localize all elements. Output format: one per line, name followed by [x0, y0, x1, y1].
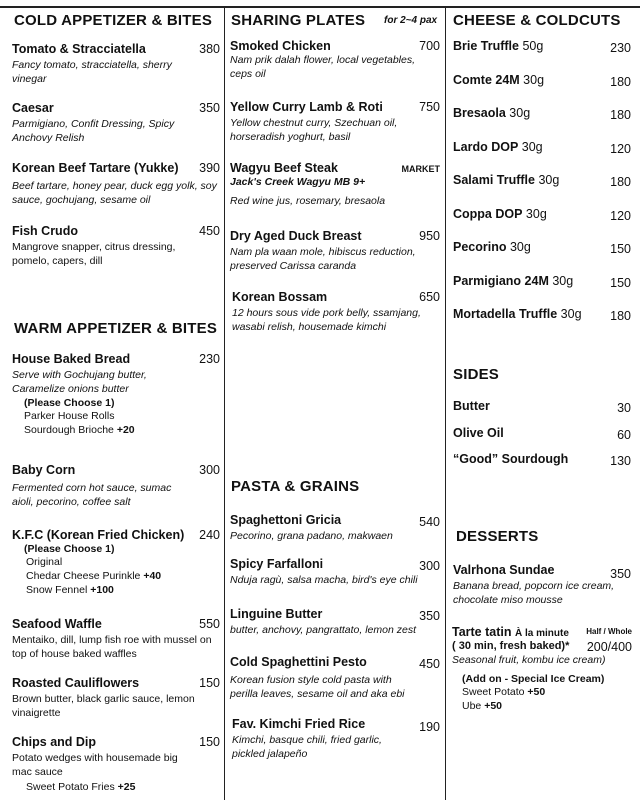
half-whole-label: Half / Whole [586, 627, 632, 636]
item-label: Bresaola [453, 106, 506, 120]
item-price: 540 [419, 515, 440, 529]
item-weight: 30g [548, 273, 574, 288]
item-desc: butter, anchovy, pangrattato, lemon zest [230, 624, 417, 636]
item-name [453, 274, 631, 288]
pasta-grains-title: PASTA & GRAINS [231, 478, 360, 495]
item-price: 180 [610, 74, 631, 89]
desserts-title: DESSERTS [456, 528, 539, 545]
side-row [453, 426, 631, 440]
menu-item-chips-dip [12, 735, 220, 794]
menu-item-seafood-waffle [12, 617, 220, 661]
menu-item-sundae [453, 563, 631, 607]
menu-item-duck-breast [230, 229, 440, 273]
option-label: Ube [462, 700, 482, 712]
item-desc: Mangrove snapper, citrus dressing, pomelo, capers, dill [12, 241, 176, 267]
item-price: 230 [610, 41, 631, 55]
item-name [453, 240, 631, 254]
item-desc: Fermented corn hot sauce, sumac aioli, pecorino, coffee salt [12, 482, 172, 508]
item-price: 390 [199, 161, 220, 175]
option-label: Sweet Potato [462, 686, 525, 698]
item-timing-note: ( 30 min, fresh baked)* [452, 640, 570, 652]
item-price: 700 [419, 39, 440, 53]
item-price: 240 [199, 528, 220, 542]
item-price: 350 [610, 567, 631, 581]
item-price: 350 [199, 101, 220, 115]
menu-item-fish-crudo [12, 224, 220, 268]
item-weight: 30g [522, 206, 547, 221]
menu-item-yukke [12, 161, 220, 207]
cheese-row [453, 73, 631, 87]
item-price: 300 [419, 559, 440, 573]
item-price: 60 [617, 427, 631, 442]
item-price: 950 [419, 229, 440, 243]
menu-item-bossam [232, 290, 440, 334]
item-desc: Nam prik dalah flower, local vegetables, ceps oil [230, 54, 416, 80]
cheese-row [453, 173, 631, 187]
option-item [26, 569, 220, 583]
option-price: +50 [527, 686, 546, 698]
item-label: Mortadella Truffle [453, 307, 558, 321]
item-name: Fav. Kimchi Fried Rice [232, 717, 366, 731]
menu-item-gricia [230, 513, 440, 543]
item-label: Coppa DOP [453, 206, 523, 221]
item-price: 150 [199, 735, 220, 749]
item-desc: Mentaiko, dill, lump fish roe with mussel on top of house baked waffles [12, 634, 212, 660]
item-desc: Kimchi, basque chili, fried garlic, pickled jalapeño [232, 734, 382, 760]
column-divider-1 [224, 8, 225, 800]
item-price: 650 [419, 290, 440, 304]
menu-item-linguine [230, 607, 440, 637]
item-price: 350 [419, 609, 440, 623]
item-weight: 30g [518, 139, 543, 154]
cheese-coldcuts-title: CHEESE & COLDCUTS [453, 12, 621, 29]
item-price: 230 [199, 352, 220, 366]
cheese-row [453, 307, 631, 321]
option-label: Parker House Rolls [24, 410, 115, 422]
item-price: 150 [610, 275, 631, 290]
item-price: 130 [610, 454, 631, 468]
cheese-row [453, 140, 631, 154]
menu-item-caesar [12, 101, 220, 145]
option-item [462, 699, 632, 713]
cheese-row [453, 39, 631, 53]
item-label: Parmigiano 24M [453, 273, 549, 288]
item-desc: Brown butter, black garlic sauce, lemon vinaigrette [12, 693, 195, 719]
option-price: +20 [116, 424, 135, 436]
item-price: 450 [419, 657, 440, 671]
option-price: +25 [117, 781, 136, 793]
item-price: 200/400 [586, 640, 632, 654]
sharing-note: for 2~4 pax [384, 15, 438, 26]
addon-title: (Add on - Special Ice Cream) [462, 673, 605, 685]
side-row [453, 452, 631, 466]
menu-item-tomato [12, 42, 220, 86]
item-name: Chips and Dip [12, 735, 97, 749]
item-name: K.F.C (Korean Fried Chicken) [12, 528, 185, 542]
menu-item-smoked-chicken [230, 39, 440, 81]
option-label: Snow Fennel [26, 584, 88, 596]
cheese-row [453, 207, 631, 221]
item-name: House Baked Bread [12, 352, 131, 366]
item-label: Salami Truffle [453, 173, 535, 187]
menu-item-wagyu [230, 161, 440, 208]
option-price: +100 [90, 584, 114, 596]
item-desc: Parmigiano, Confit Dressing, Spicy Anchovy Relish [12, 118, 175, 144]
item-name: Smoked Chicken [230, 39, 331, 53]
item-weight: 30g [506, 240, 531, 254]
item-name [453, 399, 631, 413]
option-item [24, 409, 220, 423]
cheese-row [453, 274, 631, 288]
item-desc: Yellow chestnut curry, Szechuan oil, horseradish yoghurt, basil [230, 117, 398, 143]
choose-note: (Please Choose 1) [24, 397, 115, 409]
item-desc: Korean fusion style cold pasta with perilla leaves, sesame oil and aka ebi [230, 674, 405, 700]
item-name [453, 452, 631, 466]
sharing-plates-title: SHARING PLATES [231, 12, 366, 29]
item-desc: Banana bread, popcorn ice cream, chocolate miso mousse [453, 580, 615, 606]
item-label: Butter [453, 399, 490, 413]
item-name: Baby Corn [12, 463, 76, 477]
menu-item-yellow-curry [230, 100, 440, 144]
item-name [453, 426, 631, 440]
item-label: Olive Oil [453, 425, 504, 440]
option-label: Sourdough Brioche [24, 424, 114, 436]
item-price: 180 [610, 309, 631, 323]
item-price: 120 [610, 141, 631, 156]
menu-item-house-bread [12, 352, 220, 437]
side-row [453, 399, 631, 413]
item-price: 150 [610, 242, 631, 256]
item-desc: Seasonal fruit, kombu ice cream) [452, 654, 606, 666]
item-subtitle: Jack's Creek Wagyu MB 9+ [230, 176, 366, 188]
menu-item-pesto [230, 655, 440, 701]
option-item [24, 423, 220, 437]
item-name: Seafood Waffle [12, 617, 102, 631]
item-weight: 30g [519, 72, 545, 87]
item-name [453, 307, 631, 321]
item-price: 150 [199, 676, 220, 690]
item-name [453, 140, 631, 154]
item-desc: 12 hours sous vide pork belly, ssamjang, wasabi relish, housemade kimchi [232, 307, 421, 333]
menu-item-baby-corn [12, 463, 220, 509]
item-weight: 50g [519, 39, 544, 53]
cheese-row [453, 240, 631, 254]
item-title: Tarte tatin [452, 625, 512, 639]
item-price: 300 [199, 463, 220, 477]
item-price: MARKET [401, 164, 440, 174]
item-label: Pecorino [453, 240, 507, 254]
item-label: Brie Truffle [453, 39, 519, 53]
column-divider-2 [445, 8, 446, 800]
item-desc: Beef tartare, honey pear, duck egg yolk, soy sauce, gochujang, sesame oil [12, 180, 217, 206]
item-label: “Good” Sourdough [453, 452, 569, 466]
item-name [453, 73, 631, 87]
item-name: Tomato & Stracciatella [12, 42, 146, 56]
option-item [26, 780, 220, 794]
item-desc: Potato wedges with housemade big mac sauce [12, 752, 178, 778]
item-desc: Pecorino, grana padano, makwaen [230, 530, 393, 542]
item-name: Spicy Farfalloni [230, 557, 324, 571]
warm-appetizer-title: WARM APPETIZER & BITES [14, 320, 218, 337]
item-desc: Serve with Gochujang butter, Caramelize onions butter [12, 369, 147, 395]
item-name [453, 106, 631, 120]
item-weight: 30g [534, 173, 560, 187]
item-name [453, 207, 631, 221]
menu-item-kfc [12, 528, 220, 597]
item-price: 380 [199, 42, 220, 56]
item-price: 30 [617, 401, 631, 415]
item-price: 190 [419, 720, 440, 734]
item-price: 550 [199, 617, 220, 631]
option-price: +50 [484, 700, 502, 712]
menu-item-farfalloni [230, 557, 440, 587]
choose-note: (Please Choose 1) [24, 543, 115, 555]
item-label: Comte 24M [453, 72, 520, 87]
item-name [453, 173, 631, 187]
item-desc: Nduja ragù, salsa macha, bird's eye chili [230, 574, 418, 586]
item-name: Yellow Curry Lamb & Roti [230, 100, 383, 114]
item-price: 180 [610, 108, 631, 122]
item-price: 120 [610, 208, 631, 223]
item-desc: Nam pla waan mole, hibiscus reduction, preserved Carissa caranda [230, 246, 416, 272]
item-name [453, 39, 631, 53]
option-item [26, 555, 220, 569]
item-price: 180 [610, 175, 631, 189]
item-name: Roasted Cauliflowers [12, 676, 140, 690]
option-price: +40 [143, 570, 162, 582]
item-weight: 30g [557, 307, 582, 321]
item-price: 450 [199, 224, 220, 238]
top-rule [0, 6, 640, 8]
option-item [462, 685, 632, 699]
menu-item-kimchi-rice [232, 717, 440, 761]
item-name: Caesar [12, 101, 54, 115]
item-name: Valrhona Sundae [453, 563, 555, 577]
item-timing: À la minute [514, 628, 569, 639]
item-name: Linguine Butter [230, 607, 323, 621]
item-label: Lardo DOP [453, 139, 519, 154]
item-desc: Red wine jus, rosemary, bresaola [230, 195, 386, 207]
item-name: Dry Aged Duck Breast [230, 229, 362, 243]
option-label: Chedar Cheese Purinkle [26, 570, 141, 582]
item-name: Korean Beef Tartare (Yukke) [12, 161, 179, 175]
cheese-row [453, 106, 631, 120]
cold-appetizer-title: COLD APPETIZER & BITES [14, 12, 213, 29]
menu-item-cauliflowers [12, 676, 220, 720]
option-label: Sweet Potato Fries [26, 781, 115, 793]
menu-item-tarte-tatin [452, 625, 632, 713]
option-item [26, 583, 220, 597]
item-name: Fish Crudo [12, 224, 78, 238]
item-name: Korean Bossam [232, 290, 328, 304]
item-price: 750 [419, 100, 440, 114]
item-weight: 30g [505, 106, 531, 120]
item-name: Wagyu Beef Steak [230, 161, 338, 175]
item-name: Spaghettoni Gricia [230, 513, 342, 527]
item-name: Cold Spaghettini Pesto [230, 655, 367, 669]
option-label: Original [26, 556, 63, 568]
sides-title: SIDES [453, 366, 500, 383]
item-desc: Fancy tomato, stracciatella, sherry vinegar [12, 59, 172, 85]
